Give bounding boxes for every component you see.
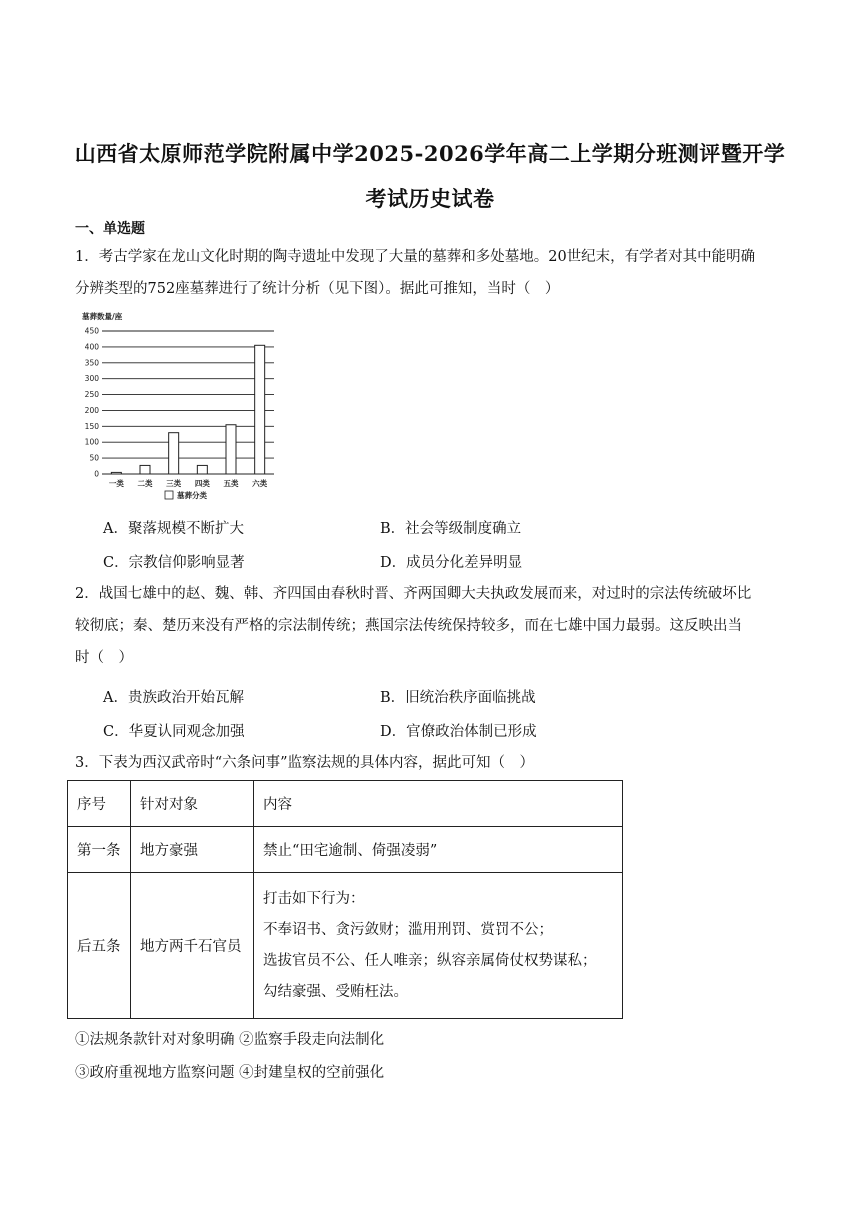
chart-y-tick-label: 50 (89, 453, 99, 463)
chart-bar (111, 472, 121, 474)
exam-title-line1: 山西省太原师范学院附属中学2025-2026学年高二上学期分班测评暨开学 (74, 141, 786, 166)
chart-y-tick-label: 200 (84, 405, 99, 415)
content-line: 打击如下行为： (263, 890, 365, 907)
chart-x-tick-label: 一类 (108, 479, 124, 488)
chart-bar (140, 465, 150, 474)
question-1-line2: 分辨类型的752座墓葬进行了统计分析（见下图）。据此可推知，当时（ ） (75, 281, 560, 297)
table-row (68, 873, 623, 1019)
exam-title-line2: 考试历史试卷 (365, 186, 495, 211)
q2-option-a[interactable]: A．贵族政治开始瓦解 (103, 690, 244, 706)
chart-x-tick-label: 四类 (194, 479, 210, 488)
table-header-row (68, 781, 623, 827)
q2-option-d[interactable]: D．官僚政治体制已形成 (380, 724, 537, 740)
table-header-cell: 内容 (254, 781, 623, 827)
chart-y-tick-label: 400 (84, 342, 99, 352)
q3-statements-line1: ①法规条款针对对象明确 ②监察手段走向法制化 (75, 1032, 385, 1048)
content-line: 勾结豪强、受贿枉法。 (263, 983, 408, 1000)
table-cell: 地方豪强 (131, 827, 254, 873)
q1-option-c[interactable]: C．宗教信仰影响显著 (103, 555, 245, 571)
question-1-text (75, 241, 790, 305)
chart-bar (169, 433, 179, 474)
chart-x-tick-label: 六类 (252, 479, 268, 488)
chart-legend-label: 墓葬分类 (177, 491, 207, 500)
chart-y-tick-label: 100 (84, 437, 99, 447)
chart-bar (255, 345, 265, 474)
chart-y-tick-label: 0 (94, 469, 99, 479)
burial-bar-chart (82, 308, 282, 503)
chart-bar (226, 425, 236, 474)
chart-x-tick-label: 五类 (223, 479, 239, 488)
chart-y-tick-label: 300 (84, 374, 99, 384)
section-heading: 一、单选题 (75, 221, 145, 237)
question-2-text (75, 578, 790, 674)
table-cell: 后五条 (68, 873, 131, 1019)
q1-option-b[interactable]: B．社会等级制度确立 (380, 521, 522, 537)
table-header-cell: 序号 (68, 781, 131, 827)
question-1-line1: 1．考古学家在龙山文化时期的陶寺遗址中发现了大量的墓葬和多处墓地。20世纪末，有学者对其中能明确 (75, 249, 756, 265)
table-cell: 第一条 (68, 827, 131, 873)
q1-option-d[interactable]: D．成员分化差异明显 (380, 555, 523, 571)
question-2-line2: 较彻底；秦、楚历来没有严格的宗法制传统；燕国宗法传统保持较多，而在七雄中国力最弱。这反映出当 (75, 618, 742, 634)
chart-ylabel: 墓葬数量/座 (82, 312, 123, 321)
question-2-line3: 时（ ） (75, 650, 133, 666)
q1-option-a[interactable]: A．聚落规模不断扩大 (103, 521, 244, 537)
chart-bar (197, 465, 207, 474)
table-cell: 地方两千石官员 (131, 873, 254, 1019)
supervision-table (67, 780, 623, 1019)
question-3-text: 3．下表为西汉武帝时“六条问事”监察法规的具体内容，据此可知（ ） (75, 755, 535, 771)
chart-legend-swatch (165, 491, 173, 499)
table-cell: 禁止“田宅逾制、倚强凌弱” (254, 827, 623, 873)
chart-y-tick-label: 250 (84, 390, 99, 400)
chart-x-tick-label: 三类 (166, 479, 182, 488)
table-row (68, 827, 623, 873)
q2-option-b[interactable]: B．旧统治秩序面临挑战 (380, 690, 536, 706)
q2-option-c[interactable]: C．华夏认同观念加强 (103, 724, 245, 740)
content-line: 不奉诏书、贪污敛财；滥用刑罚、赏罚不公； (263, 921, 553, 938)
chart-x-tick-label: 二类 (137, 479, 153, 488)
q3-statements-line2: ③政府重视地方监察问题 ④封建皇权的空前强化 (75, 1065, 385, 1081)
table-header-cell: 针对对象 (131, 781, 254, 827)
chart-y-tick-label: 150 (84, 421, 99, 431)
content-line: 选拔官员不公、任人唯亲；纵容亲属倚仗权势谋私； (263, 952, 597, 969)
chart-y-tick-label: 450 (84, 326, 99, 336)
chart-y-tick-label: 350 (84, 358, 99, 368)
question-2-line1: 2．战国七雄中的赵、魏、韩、齐四国由春秋时晋、齐两国卿大夫执政发展而来，对过时的宗法传统破坏比 (75, 586, 752, 602)
table-cell-content (254, 873, 623, 1019)
